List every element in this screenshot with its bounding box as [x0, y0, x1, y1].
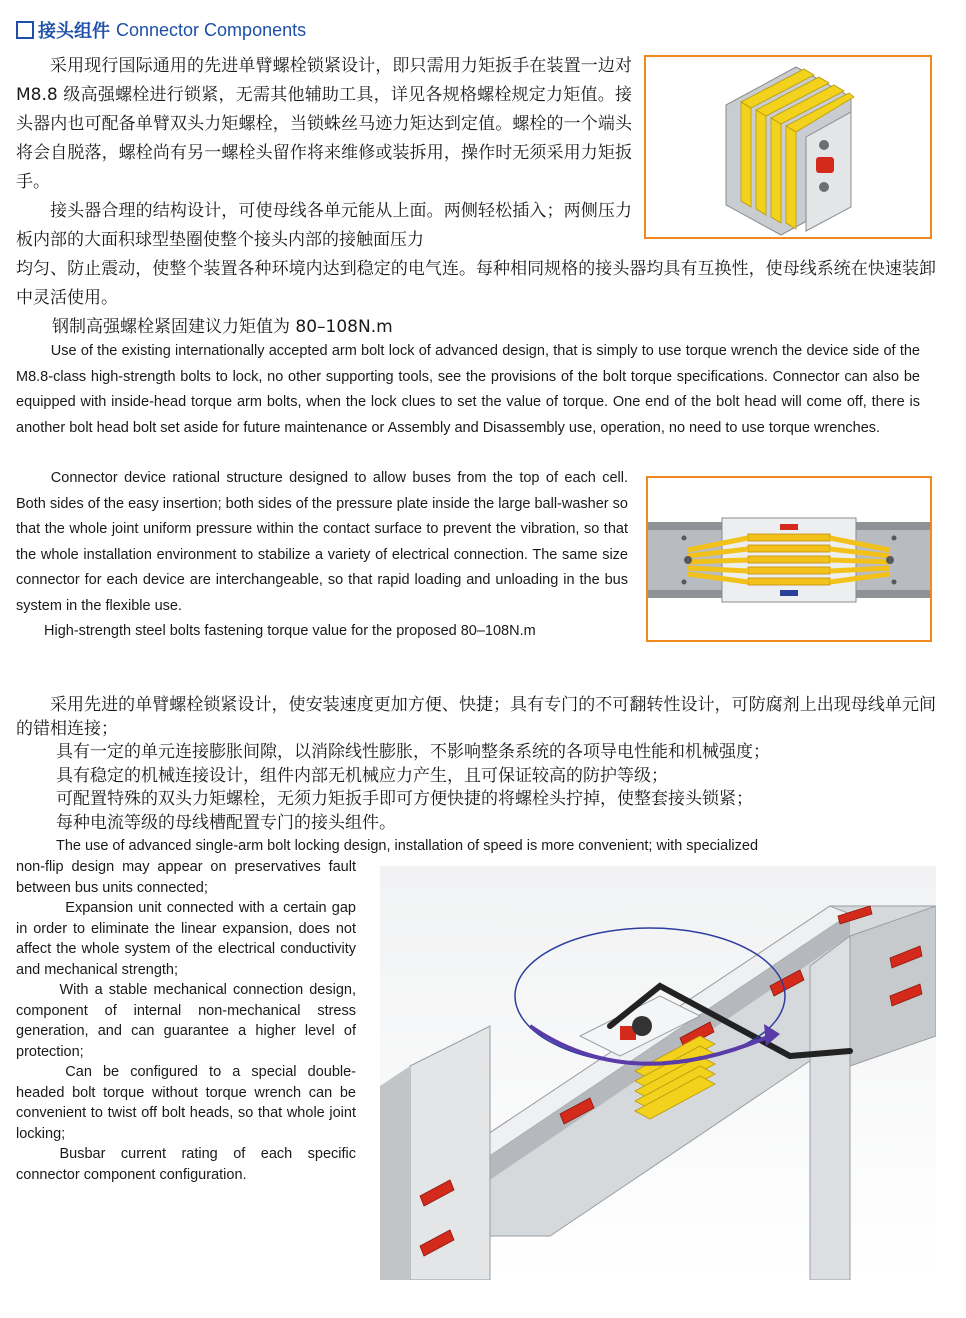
en-paragraph-block-1	[16, 339, 920, 441]
title-english: Connector Components	[116, 19, 307, 40]
busway-installation-illustration	[380, 866, 936, 1280]
en-paragraph-block-2	[16, 466, 628, 645]
section-title	[16, 16, 306, 44]
en-feature-intro	[16, 836, 930, 857]
zh-paragraph-1: 采用现行国际通用的先进单臂螺栓锁紧设计，即只需用力矩扳手在装置一边对 M8.8 级高强螺栓进行锁紧，无需其他辅助工具，详见各规格螺栓规定力矩值。接头器内也可配备单臂双头力矩螺栓，当锁蛛丝马迹力矩达到定值。螺栓的一个端头将会自脱落，螺栓尚有另一螺栓头留作将来维修或装拆用，操作时无须采用力矩扳手。	[16, 56, 632, 192]
zh-torque-note: 钢制高强螺栓紧固建议力矩值为 80–108N.m	[52, 317, 393, 337]
en-feature-4: Can be configured to a special double-headed bolt torque without torque wrench can be convenient to twist off bolt heads, so that whole joint locking;	[16, 1064, 356, 1142]
zh-paragraph-block-2	[16, 694, 936, 835]
busway-installation-image	[380, 866, 936, 1280]
zh-paragraph-2b: 均匀、防止震动，使整个装置各种环境内达到稳定的电气连。每种相同规格的接头器均具有互换性，使母线系统在快速装卸中灵活使用。	[16, 259, 936, 308]
en-feature-1b: non-flip design may appear on preservatives fault between bus units connected;	[16, 859, 356, 896]
connector-isometric-illustration	[646, 57, 930, 237]
connector-section-image	[646, 476, 932, 642]
connector-3d-image	[644, 55, 932, 239]
connector-section-illustration	[648, 478, 930, 640]
en-feature-list	[16, 857, 356, 1185]
en-feature-5: Busbar current rating of each specific connector component configuration.	[16, 1146, 356, 1183]
zh-feature-2: 具有一定的单元连接膨胀间隙，以消除线性膨胀，不影响整条系统的各项导电性能和机械强度；	[56, 742, 770, 762]
zh-feature-5: 每种电流等级的母线槽配置专门的接头组件。	[56, 812, 396, 833]
zh-feature-3: 具有稳定的机械连接设计，组件内部无机械应力产生，且可保证较高的防护等级；	[56, 765, 668, 786]
zh-paragraph-2a: 接头器合理的结构设计，可使母线各单元能从上面。两侧轻松插入；两侧压力板内部的大面积球型垫圈使整个接头内部的接触面压力	[16, 201, 632, 250]
zh-feature-1: 采用先进的单臂螺栓锁紧设计，使安装速度更加方便、快捷；具有专门的不可翻转性设计，可防腐剂上出现母线单元间的错相连接；	[16, 695, 936, 739]
en-paragraph-1: Use of the existing internationally accepted arm bolt lock of advanced design, that is simply to use torque wrench the device side of the M8.8-class high-strength bolts to lock, no other supporting tools, see the provisions of the bolt torque specifications. Connector can also be equipped with inside-head torque arm bolts, when the lock clues to set the value of torque. One end of the bolt head will come off, there is another bolt head bolt set aside for future maintenance or Assembly and Disassembly use, operation, no need to use torque wrenches.	[16, 343, 920, 436]
red-bolt-handle	[816, 157, 834, 173]
zh-paragraph-block-1b	[16, 255, 936, 342]
en-paragraph-2: Connector device rational structure designed to allow buses from the top of each cell. Both sides of the easy insertion; both sides of the pressure plate inside the large ball-washer so that the whole joint uniform pressure within the contact surface to prevent the vibration, so that the whole installation environment to stabilize a variety of electrical connection. The same size connector for each device are interchangeable, so that rapid loading and unloading in the bus system in the flexible use.	[16, 470, 628, 614]
en-feature-2: Expansion unit connected with a certain gap in order to eliminate the linear expansion, does not affect the whole system of the electrical conductivity and mechanical strength;	[16, 900, 356, 978]
en-feature-3: With a stable mechanical connection design, component of internal non-mechanical stress generation, and can guarantee a higher level of protection;	[16, 982, 356, 1060]
title-chinese: 接头组件	[38, 21, 110, 42]
zh-feature-4: 可配置特殊的双头力矩螺栓，无须力矩扳手即可方便快捷的将螺栓头拧掉，使整套接头锁紧；	[56, 789, 753, 809]
zh-paragraph-block-1	[16, 52, 632, 255]
en-feature-1a: The use of advanced single-arm bolt locking design, installation of speed is more convenient; with specialized	[56, 838, 759, 854]
checkbox-square-icon	[16, 21, 34, 39]
en-torque-note: High-strength steel bolts fastening torque value for the proposed 80–108N.m	[44, 623, 536, 639]
